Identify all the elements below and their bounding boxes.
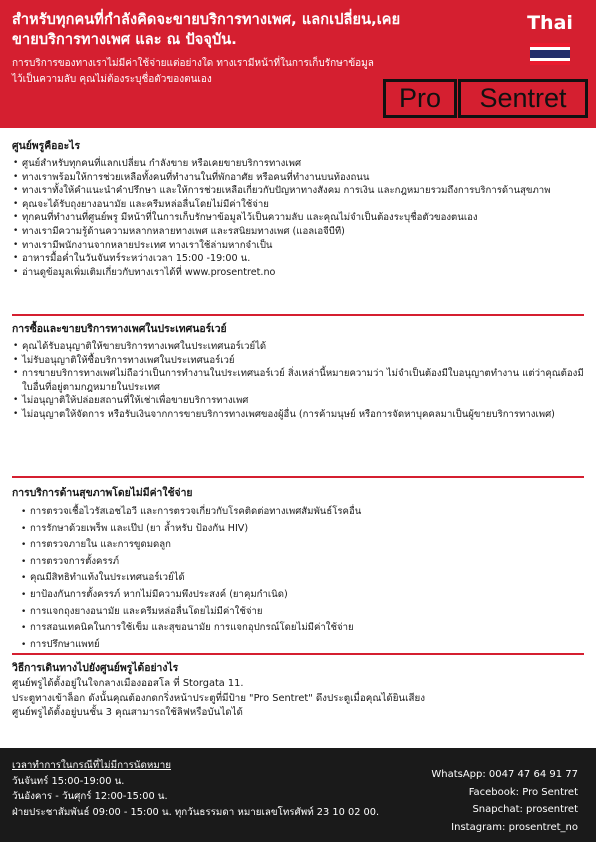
list-item: • อาหารมื้อค่ำในวันจันทร์ระหว่างเวลา 15:00 -19:00 น.	[12, 252, 584, 266]
list-item: • คุณจะได้รับถุงยางอนามัย และครีมหล่อลื่นโดยไม่มีค่าใช้จ่าย	[12, 198, 584, 212]
health-list	[20, 504, 584, 653]
section-divider	[12, 653, 584, 655]
list-item: • ไม่อนุญาตให้จัดการ หรือรับเงินจากการขายบริการทางเพศของผู้อื่น (การค้ามนุษย์ หรือการจัดหาบุคคลมาเป็นผู้ขายบริการทางเพศ)	[12, 408, 584, 422]
section-title: ศูนย์พรูคืออะไร	[12, 140, 81, 152]
hours-line: วันจันทร์ 15:00-19:00 น.	[12, 775, 125, 787]
section-divider	[12, 476, 584, 478]
list-item: • ทางเรามีพนักงานจากหลายประเทศ ทางเราใช้ล่ามหากจำเป็น	[12, 239, 584, 253]
hours-heading: เวลาทำการในกรณีที่ไม่มีการนัดหมาย	[12, 760, 171, 771]
list-item: • การขายบริการทางเพศไม่ถือว่าเป็นการทำงานในประเทศนอร์เวย์ สิ่งเหล่านี้หมายความว่า ไม่จำเป็นต้องมีใบอนุญาตทำงาน แต่ว่าคุณต้องมีใบอื่นที่อยู่ตามกฎหมายในประเทศ	[12, 367, 584, 394]
opening-hours	[12, 758, 379, 820]
section-title: วิธีการเดินทางไปยังศูนย์พรูได้อย่างไร	[12, 662, 179, 674]
section-travel	[12, 661, 584, 721]
list-item: • การตรวจการตั้งครรภ์	[20, 554, 584, 571]
list-item: • การตรวจภายใน และการขูดมดลูก	[20, 537, 584, 554]
list-item: • การสอนเทคนิคในการใช้เข็ม และสุขอนามัย การแจกอุปกรณ์โดยไม่มีค่าใช้จ่าย	[20, 620, 584, 637]
header-banner	[0, 0, 596, 128]
list-item: • ทางเรามีความรู้ด้านความหลากหลายทางเพศ และรสนิยมทางเพศ (แอลเอจีบีที)	[12, 225, 584, 239]
travel-line: ประตูทางเข้าล็อก ดังนั้นคุณต้องกดกริ่งหน้าประตูที่มีป้าย "Pro Sentret" ดึงประตูเมื่อคุณได้ยินเสียง	[12, 692, 425, 704]
travel-line: ศูนย์พรูได้ตั้งอยู่ในใจกลางเมืองออสโล ที่ Storgata 11.	[12, 678, 244, 689]
about-list	[12, 157, 584, 279]
hours-line: ฝ่ายประชาสัมพันธ์ 09:00 - 15:00 น. ทุกวันธรรมดา หมายเลขโทรศัพท์ 23 10 02 00.	[12, 806, 380, 818]
list-item: • ศูนย์สำหรับทุกคนที่แลกเปลี่ยน กำลังขาย หรือเคยขายบริการทางเพศ	[12, 157, 584, 171]
section-health	[12, 486, 584, 653]
list-item: • การรักษาด้วยเพร็พ และเป๊ป (ยา ล้ำหรับ ป้องกัน HIV)	[20, 521, 584, 538]
list-item: • อ่านดูข้อมูลเพิ่มเติมเกี่ยวกับทางเราได้ที่ www.prosentret.no	[12, 266, 584, 280]
section-divider	[12, 314, 584, 316]
instagram-contact: Instagram: prosentret_no	[451, 821, 578, 833]
list-item: • การแจกถุงยางอนามัย และครีมหล่อลื่นโดยไม่มีค่าใช้จ่าย	[20, 604, 584, 621]
logo-pro: Pro	[383, 79, 457, 118]
social-contacts	[431, 766, 578, 836]
list-item: • คุณมีสิทธิทำแท้งในประเทศนอร์เวย์ได้	[20, 570, 584, 587]
footer	[0, 748, 596, 842]
language-label: Thai	[527, 12, 573, 34]
list-item: • ทางเราทั้งให้คำแนะนำคำปรึกษา และให้การช่วยเหลือเกี่ยวกับปัญหาทางสังคม การเงิน และกฎหมายรวมถึงการบริการด้านสุขภาพ	[12, 184, 584, 198]
travel-line: ศูนย์พรูได้ตั้งอยู่บนชั้น 3 คุณสามารถใช้ลิฟหรือบันไดได้	[12, 707, 243, 719]
list-item: • การปรึกษาแพทย์	[20, 637, 584, 654]
snapchat-contact: Snapchat: prosentret	[472, 804, 578, 815]
page-title: สำหรับทุกคนที่กำลังคิดจะขายบริการทางเพศ, แลกเปลี่ยน,เคยขายบริการทางเพศ และ ณ ปัจจุบัน.	[12, 12, 401, 48]
header-subtitle: การบริการของทางเราไม่มีค่าใช้จ่ายแต่อย่างใด ทางเรามีหน้าที่ในการเก็บรักษาข้อมูลไว้เป็นความลับ คุณไม่ต้องระบุชื่อตัวของตนเอง	[12, 58, 374, 85]
list-item: • ไม่อนุญาติให้ปล่อยสถานที่ให้เช่าเพื่อขายบริการทางเพศ	[12, 394, 584, 408]
list-item: • ไม่รับอนุญาติให้ซื้อบริการทางเพศในประเทศนอร์เวย์	[12, 354, 584, 368]
section-title: การบริการด้านสุขภาพโดยไม่มีค่าใช้จ่าย	[12, 487, 193, 499]
thai-flag-icon	[530, 43, 570, 65]
section-law	[12, 322, 584, 422]
section-about	[12, 139, 584, 279]
section-title: การซื้อและขายบริการทางเพศในประเทศนอร์เวย์	[12, 323, 227, 335]
list-item: • ยาป้องกันการตั้งครรภ์ หากไม่มีความพึงประสงค์ (ยาคุมกำเนิด)	[20, 587, 584, 604]
list-item: • ทุกคนที่ทำงานที่ศูนย์พรู มีหน้าที่ในการเก็บรักษาข้อมูลไว้เป็นความลับ และคุณไม่จำเป็นต้องระบุชื่อตัวของตนเอง	[12, 211, 584, 225]
list-item: • การตรวจเชื้อไวรัสเอชไอวี และการตรวจเกี่ยวกับโรคติดต่อทางเพศสัมพันธ์โรคอื่น	[20, 504, 584, 521]
law-list	[12, 340, 584, 422]
logo-sentret: Sentret	[458, 79, 588, 118]
whatsapp-contact: WhatsApp: 0047 47 64 91 77	[431, 769, 578, 780]
hours-line: วันอังคาร - วันศุกร์ 12:00-15:00 น.	[12, 791, 168, 802]
list-item: • ทางเราพร้อมให้การช่วยเหลือทั้งคนที่ทำงานในที่พักอาศัย หรือคนที่ทำงานบนท้องถนน	[12, 171, 584, 185]
facebook-contact: Facebook: Pro Sentret	[468, 786, 578, 798]
list-item: • คุณได้รับอนุญาติให้ขายบริการทางเพศในประเทศนอร์เวย์ได้	[12, 340, 584, 354]
